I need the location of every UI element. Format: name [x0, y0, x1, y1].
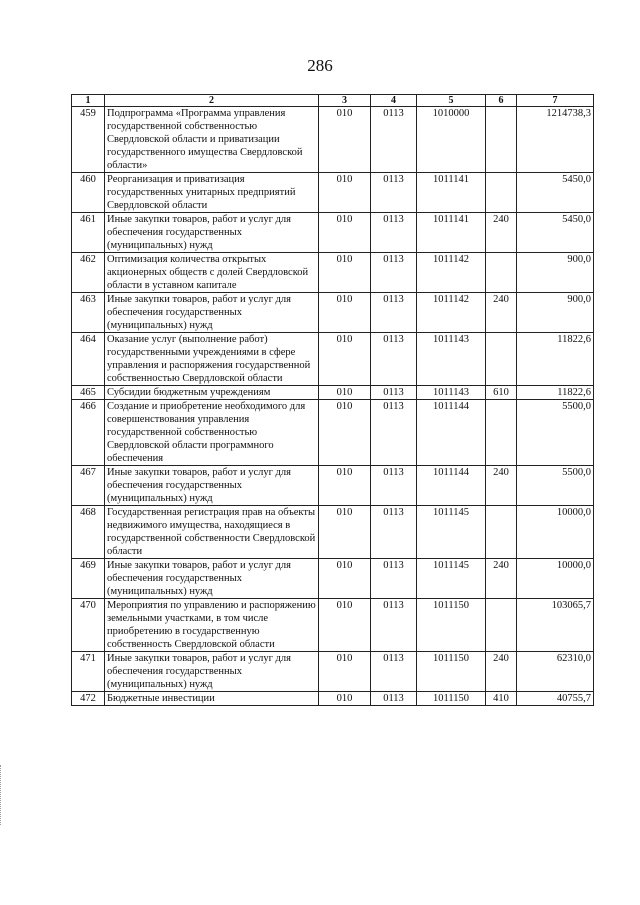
table-header-row [72, 95, 594, 107]
ministry-code-cell: 010 [319, 386, 371, 400]
row-number-cell: 459 [72, 107, 105, 173]
row-number-cell: 467 [72, 466, 105, 506]
item-name-cell: Иные закупки товаров, работ и услуг для обеспечения государственных (муниципальных) нужд [105, 559, 319, 599]
amount-cell: 900,0 [517, 293, 594, 333]
column-header: 5 [417, 95, 486, 107]
table-row [72, 386, 594, 400]
item-name-cell: Иные закупки товаров, работ и услуг для обеспечения государственных (муниципальных) нужд [105, 466, 319, 506]
ministry-code-cell: 010 [319, 253, 371, 293]
table-row [72, 333, 594, 386]
table-row [72, 506, 594, 559]
target-article-code-cell: 1011142 [417, 253, 486, 293]
target-article-code-cell: 1011150 [417, 692, 486, 706]
ministry-code-cell: 010 [319, 173, 371, 213]
expense-type-code-cell: 240 [486, 652, 517, 692]
amount-cell: 5500,0 [517, 466, 594, 506]
ministry-code-cell: 010 [319, 400, 371, 466]
expense-type-code-cell [486, 173, 517, 213]
row-number-cell: 471 [72, 652, 105, 692]
section-code-cell: 0113 [371, 559, 417, 599]
item-name-cell: Оптимизация количества открытых акционерных обществ с долей Свердловской области в уставном капитале [105, 253, 319, 293]
column-header: 3 [319, 95, 371, 107]
column-header: 6 [486, 95, 517, 107]
ministry-code-cell: 010 [319, 692, 371, 706]
row-number-cell: 469 [72, 559, 105, 599]
margin-mark [0, 765, 1, 825]
item-name-cell: Иные закупки товаров, работ и услуг для обеспечения государственных (муниципальных) нужд [105, 213, 319, 253]
section-code-cell: 0113 [371, 386, 417, 400]
item-name-cell: Иные закупки товаров, работ и услуг для обеспечения государственных (муниципальных) нужд [105, 652, 319, 692]
target-article-code-cell: 1011144 [417, 466, 486, 506]
item-name-cell: Создание и приобретение необходимого для совершенствования управления государственной собственностью Свердловской области программного обеспечения [105, 400, 319, 466]
page-number: 286 [307, 56, 333, 75]
section-code-cell: 0113 [371, 333, 417, 386]
row-number-cell: 462 [72, 253, 105, 293]
section-code-cell: 0113 [371, 599, 417, 652]
amount-cell: 62310,0 [517, 652, 594, 692]
row-number-cell: 461 [72, 213, 105, 253]
target-article-code-cell: 1011150 [417, 599, 486, 652]
row-number-cell: 466 [72, 400, 105, 466]
section-code-cell: 0113 [371, 652, 417, 692]
expense-type-code-cell: 240 [486, 466, 517, 506]
row-number-cell: 463 [72, 293, 105, 333]
amount-cell: 10000,0 [517, 506, 594, 559]
table-row [72, 652, 594, 692]
expense-type-code-cell [486, 253, 517, 293]
section-code-cell: 0113 [371, 692, 417, 706]
ministry-code-cell: 010 [319, 559, 371, 599]
table-row [72, 559, 594, 599]
table-row [72, 173, 594, 213]
section-code-cell: 0113 [371, 400, 417, 466]
target-article-code-cell: 1011150 [417, 652, 486, 692]
section-code-cell: 0113 [371, 253, 417, 293]
amount-cell: 11822,6 [517, 386, 594, 400]
amount-cell: 1214738,3 [517, 107, 594, 173]
ministry-code-cell: 010 [319, 293, 371, 333]
item-name-cell: Реорганизация и приватизация государственных унитарных предприятий Свердловской области [105, 173, 319, 213]
table-row [72, 692, 594, 706]
column-header: 7 [517, 95, 594, 107]
section-code-cell: 0113 [371, 293, 417, 333]
ministry-code-cell: 010 [319, 333, 371, 386]
section-code-cell: 0113 [371, 107, 417, 173]
amount-cell: 5500,0 [517, 400, 594, 466]
target-article-code-cell: 1011145 [417, 559, 486, 599]
item-name-cell: Бюджетные инвестиции [105, 692, 319, 706]
expense-type-code-cell: 240 [486, 559, 517, 599]
table-row [72, 466, 594, 506]
expense-type-code-cell: 240 [486, 213, 517, 253]
row-number-cell: 470 [72, 599, 105, 652]
item-name-cell: Мероприятия по управлению и распоряжению земельными участками, в том числе приобретению в государственную собственность Свердловской области [105, 599, 319, 652]
table-row [72, 599, 594, 652]
section-code-cell: 0113 [371, 506, 417, 559]
item-name-cell: Иные закупки товаров, работ и услуг для обеспечения государственных (муниципальных) нужд [105, 293, 319, 333]
row-number-cell: 472 [72, 692, 105, 706]
row-number-cell: 465 [72, 386, 105, 400]
section-code-cell: 0113 [371, 213, 417, 253]
section-code-cell: 0113 [371, 466, 417, 506]
amount-cell: 10000,0 [517, 559, 594, 599]
ministry-code-cell: 010 [319, 599, 371, 652]
column-header: 4 [371, 95, 417, 107]
table-body [72, 107, 594, 706]
amount-cell: 5450,0 [517, 213, 594, 253]
amount-cell: 40755,7 [517, 692, 594, 706]
row-number-cell: 464 [72, 333, 105, 386]
target-article-code-cell: 1011142 [417, 293, 486, 333]
expense-type-code-cell [486, 333, 517, 386]
item-name-cell: Субсидии бюджетным учреждениям [105, 386, 319, 400]
item-name-cell: Оказание услуг (выполнение работ) государственными учреждениями в сфере управления и распоряжения государственной собственностью Свердловской области [105, 333, 319, 386]
expense-type-code-cell [486, 506, 517, 559]
expense-type-code-cell [486, 599, 517, 652]
ministry-code-cell: 010 [319, 213, 371, 253]
expense-type-code-cell [486, 400, 517, 466]
expense-type-code-cell [486, 107, 517, 173]
ministry-code-cell: 010 [319, 466, 371, 506]
target-article-code-cell: 1011144 [417, 400, 486, 466]
ministry-code-cell: 010 [319, 506, 371, 559]
table-row [72, 293, 594, 333]
amount-cell: 11822,6 [517, 333, 594, 386]
table-row [72, 213, 594, 253]
amount-cell: 900,0 [517, 253, 594, 293]
target-article-code-cell: 1011143 [417, 386, 486, 400]
amount-cell: 103065,7 [517, 599, 594, 652]
expense-type-code-cell: 410 [486, 692, 517, 706]
table-row [72, 253, 594, 293]
target-article-code-cell: 1011141 [417, 173, 486, 213]
row-number-cell: 468 [72, 506, 105, 559]
target-article-code-cell: 1011141 [417, 213, 486, 253]
item-name-cell: Подпрограмма «Программа управления государственной собственностью Свердловской области и приватизации государственного имущества Свердловской области» [105, 107, 319, 173]
ministry-code-cell: 010 [319, 107, 371, 173]
ministry-code-cell: 010 [319, 652, 371, 692]
expense-type-code-cell: 240 [486, 293, 517, 333]
section-code-cell: 0113 [371, 173, 417, 213]
table-row [72, 400, 594, 466]
row-number-cell: 460 [72, 173, 105, 213]
amount-cell: 5450,0 [517, 173, 594, 213]
target-article-code-cell: 1011143 [417, 333, 486, 386]
column-header: 2 [105, 95, 319, 107]
target-article-code-cell: 1010000 [417, 107, 486, 173]
column-header: 1 [72, 95, 105, 107]
item-name-cell: Государственная регистрация прав на объекты недвижимого имущества, находящиеся в государственной собственности Свердловской области [105, 506, 319, 559]
target-article-code-cell: 1011145 [417, 506, 486, 559]
table-row [72, 107, 594, 173]
expense-type-code-cell: 610 [486, 386, 517, 400]
budget-table [71, 94, 594, 706]
